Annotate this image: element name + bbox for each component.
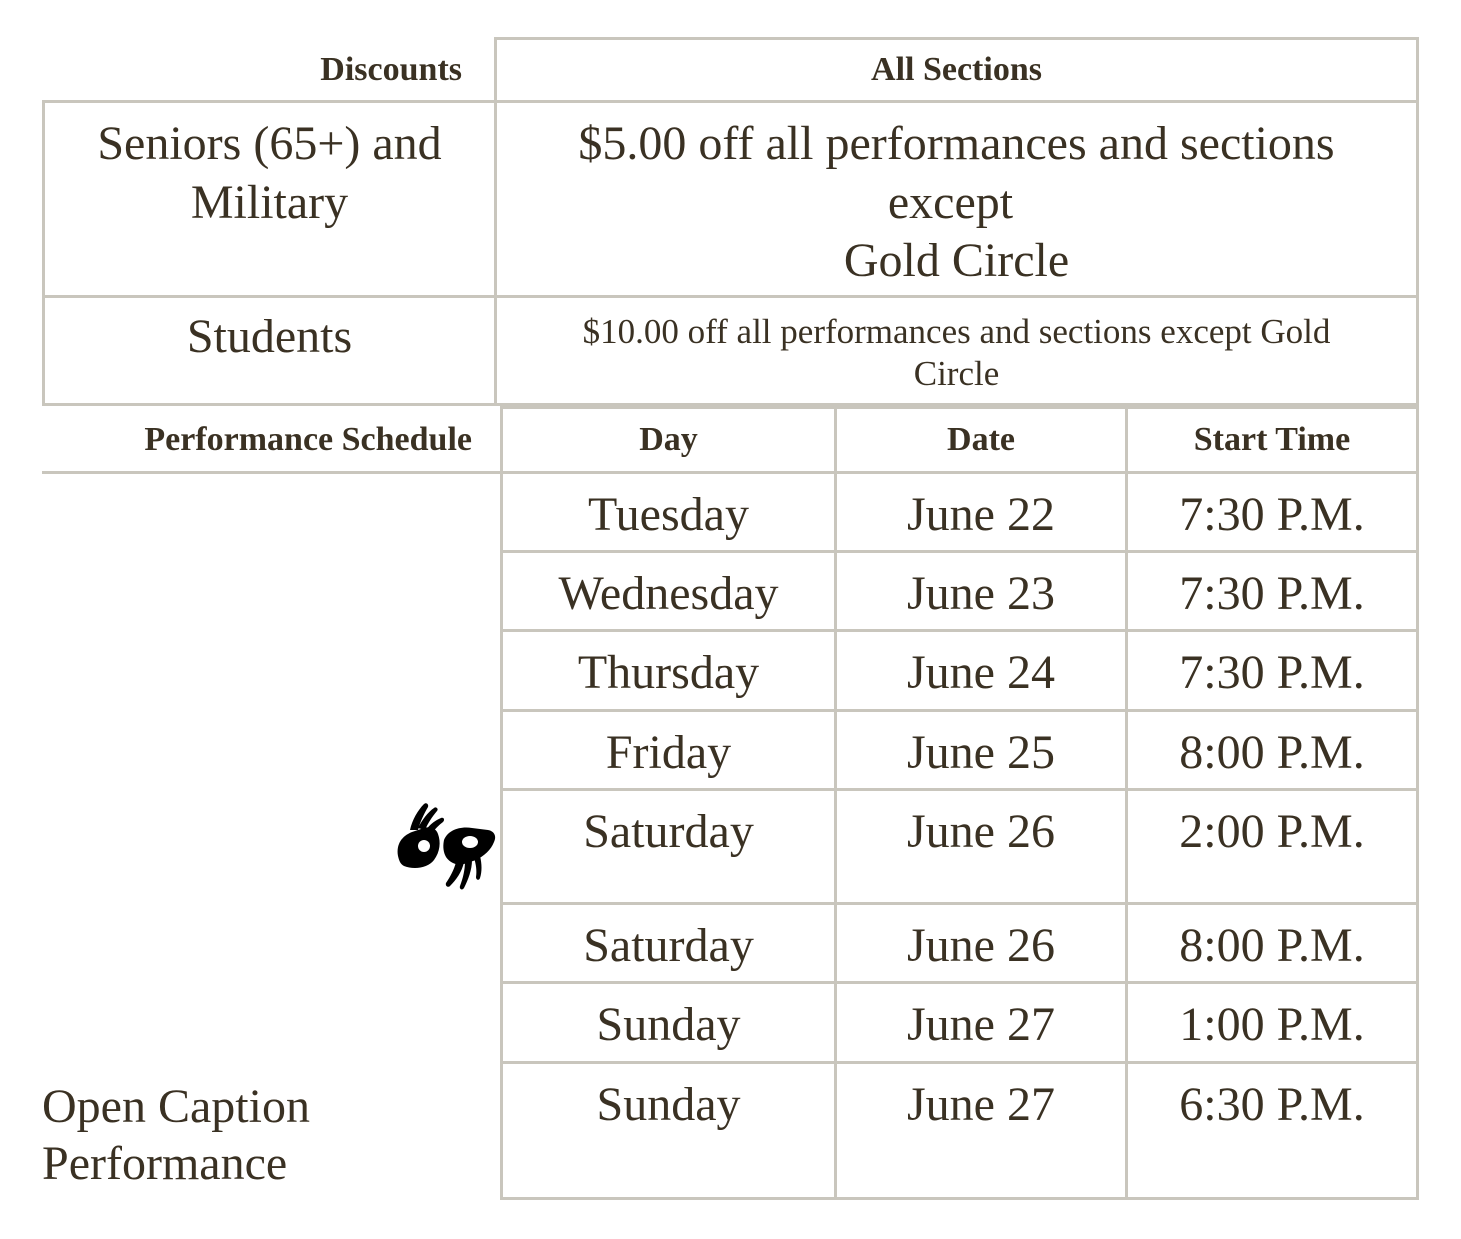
divider — [500, 629, 1419, 632]
divider — [500, 788, 1419, 791]
discounts-header: Discounts — [320, 51, 462, 89]
day-cell: Sunday — [596, 1078, 741, 1131]
divider — [42, 100, 1419, 103]
open-caption-line: Open Caption — [42, 1080, 310, 1133]
date-cell: June 27 — [907, 998, 1055, 1051]
discount-detail-students — [497, 311, 1416, 395]
day-cell: Saturday — [583, 919, 754, 972]
divider — [500, 1061, 1419, 1064]
discount-detail-line: $10.00 off all performances and sections except Gold — [582, 312, 1331, 351]
divider — [42, 295, 1419, 298]
divider — [500, 902, 1419, 905]
date-cell: June 24 — [907, 646, 1055, 699]
time-cell: 7:30 P.M. — [1179, 646, 1365, 699]
time-cell: 1:00 P.M. — [1179, 998, 1365, 1051]
divider — [500, 1197, 1419, 1200]
day-cell: Sunday — [596, 998, 741, 1051]
time-cell: 8:00 P.M. — [1179, 726, 1365, 779]
date-cell: June 27 — [907, 1078, 1055, 1131]
divider — [42, 471, 1419, 474]
discount-detail-seniors — [497, 115, 1416, 291]
divider — [500, 550, 1419, 553]
open-caption-label — [42, 1079, 310, 1192]
day-cell: Tuesday — [588, 488, 749, 541]
date-cell: June 23 — [907, 567, 1055, 620]
time-cell: 7:30 P.M. — [1179, 567, 1365, 620]
divider — [500, 709, 1419, 712]
discount-detail-line: $5.00 off all performances and sections — [578, 117, 1335, 170]
day-cell: Wednesday — [558, 567, 779, 620]
day-cell: Saturday — [583, 805, 754, 858]
discount-detail-line: Circle — [913, 354, 1000, 393]
divider — [1416, 406, 1419, 1200]
time-cell: 8:00 P.M. — [1179, 919, 1365, 972]
time-cell: 6:30 P.M. — [1179, 1078, 1365, 1131]
divider — [1416, 37, 1419, 406]
discount-group-seniors — [45, 115, 494, 232]
column-header-start-time: Start Time — [1193, 421, 1351, 459]
day-cell: Friday — [605, 726, 732, 779]
column-header-day: Day — [639, 421, 698, 459]
open-caption-line: Performance — [42, 1136, 288, 1190]
time-cell: 2:00 P.M. — [1179, 805, 1365, 858]
day-cell: Thursday — [577, 646, 760, 699]
column-header-date: Date — [947, 421, 1015, 459]
date-cell: June 26 — [907, 805, 1055, 858]
time-cell: 7:30 P.M. — [1179, 488, 1365, 541]
date-cell: June 25 — [907, 726, 1055, 779]
divider — [500, 981, 1419, 984]
discount-detail-line: except — [887, 175, 1014, 229]
discount-group-students: Students — [186, 310, 353, 363]
performance-schedule-title: Performance Schedule — [144, 421, 472, 459]
all-sections-header: All Sections — [871, 51, 1042, 89]
discount-detail-line: Gold Circle — [843, 234, 1070, 288]
discount-group-label: Seniors (65+) and Military — [97, 117, 442, 229]
sign-language-interpretation-icon — [394, 800, 498, 892]
date-cell: June 22 — [907, 488, 1055, 541]
date-cell: June 26 — [907, 919, 1055, 972]
